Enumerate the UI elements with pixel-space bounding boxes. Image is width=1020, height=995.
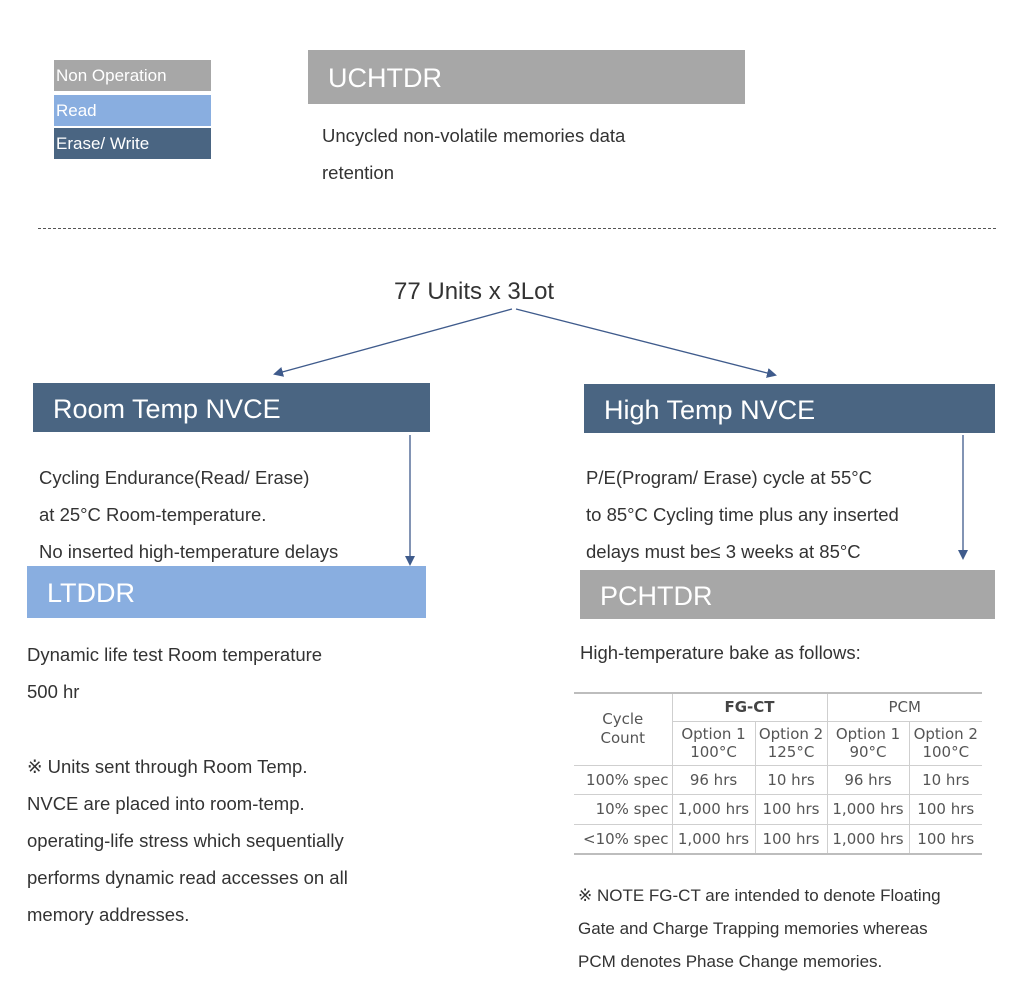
room-temp-desc-line: No inserted high-temperature delays [39,541,339,562]
table-cell: 96 hrs [827,765,909,795]
pchtdr-note-line: ※ NOTE FG-CT are intended to denote Floating [578,886,941,905]
uchtdr-desc-line: retention [322,162,394,183]
cycle-count-line: Count [600,729,646,748]
table-cell: 96 hrs [672,765,755,795]
pchtdr-box [580,570,995,619]
table-row [574,824,982,854]
room-temp-desc-line: Cycling Endurance(Read/ Erase) [39,467,310,488]
table-cell: 1,000 hrs [827,795,909,825]
legend-read-label: Read [56,101,97,120]
table-cell: 1,000 hrs [672,824,755,854]
option-temp: 125°C [767,743,815,761]
table-cell: 10 hrs [909,765,982,795]
ltddr-note-line: NVCE are placed into room-temp. [27,793,305,814]
option-name: Option 1 [681,725,746,743]
ltddr-note-line: operating-life stress which sequentially [27,830,344,851]
ltddr-desc-line: Dynamic life test Room temperature [27,644,323,665]
option-header [909,721,982,765]
uchtdr-title: UCHTDR [328,63,442,93]
high-temp-desc-line: delays must be≤ 3 weeks at 85°C [586,541,861,562]
room-temp-nvce-title: Room Temp NVCE [53,394,281,424]
cycle-count-line: Cycle [602,710,644,729]
ltddr-description [27,636,322,710]
group-header-fgct: FG-CT [672,693,827,721]
high-temp-nvce-title: High Temp NVCE [604,395,816,425]
high-temp-desc-line: P/E(Program/ Erase) cycle at 55°C [586,467,873,488]
row-label: 100% spec [574,765,672,795]
pchtdr-title: PCHTDR [600,581,713,611]
uchtdr-desc-line: Uncycled non-volatile memories data [322,125,626,146]
ltddr-title: LTDDR [47,578,136,608]
room-temp-desc-line: at 25°C Room-temperature. [39,504,267,525]
room-temp-description [39,459,338,570]
table-cell: 100 hrs [755,795,827,825]
option-temp: 90°C [849,743,887,761]
table-header-row [574,693,982,721]
table-row [574,795,982,825]
option-header [672,721,755,765]
root-label: 77 Units x 3Lot [394,278,555,305]
ltddr-note-line: performs dynamic read accesses on all [27,867,348,888]
ltddr-note-line: ※ Units sent through Room Temp. [27,756,308,777]
row-label: <10% spec [574,824,672,854]
option-name: Option 2 [758,725,824,743]
option-name: Option 1 [835,725,901,743]
table-cell: 1,000 hrs [672,795,755,825]
table-cell: 1,000 hrs [827,824,909,854]
legend-non-operation-label: Non Operation [56,66,167,85]
ltddr-desc-line: 500 hr [27,681,80,702]
option-name: Option 2 [913,725,978,743]
table-cell: 100 hrs [755,824,827,854]
room-temp-nvce-box [33,383,430,432]
high-temp-desc-line: to 85°C Cycling time plus any inserted [586,504,899,525]
option-header [827,721,909,765]
pchtdr-note [578,879,941,978]
table-cell: 10 hrs [755,765,827,795]
ltddr-note [27,748,348,933]
table-row [574,765,982,795]
option-header [755,721,827,765]
pchtdr-note-line: PCM denotes Phase Change memories. [578,952,883,971]
high-temp-nvce-box [584,384,995,433]
cycle-count-header [574,693,672,765]
pchtdr-description: High-temperature bake as follows: [580,642,861,663]
high-temp-description [586,459,899,570]
table-cell: 100 hrs [909,795,982,825]
legend-erase-write-label: Erase/ Write [56,134,150,153]
pchtdr-note-line: Gate and Charge Trapping memories whereas [578,919,928,938]
arrow-to-room-temp [275,309,512,374]
arrow-to-high-temp [516,309,775,375]
row-label: 10% spec [574,795,672,825]
group-header-pcm: PCM [827,693,982,721]
option-temp: 100°C [922,743,970,761]
bake-table [574,692,982,855]
option-temp: 100°C [690,743,737,761]
table-cell: 100 hrs [909,824,982,854]
ltddr-note-line: memory addresses. [27,904,190,925]
ltddr-box [27,566,426,618]
